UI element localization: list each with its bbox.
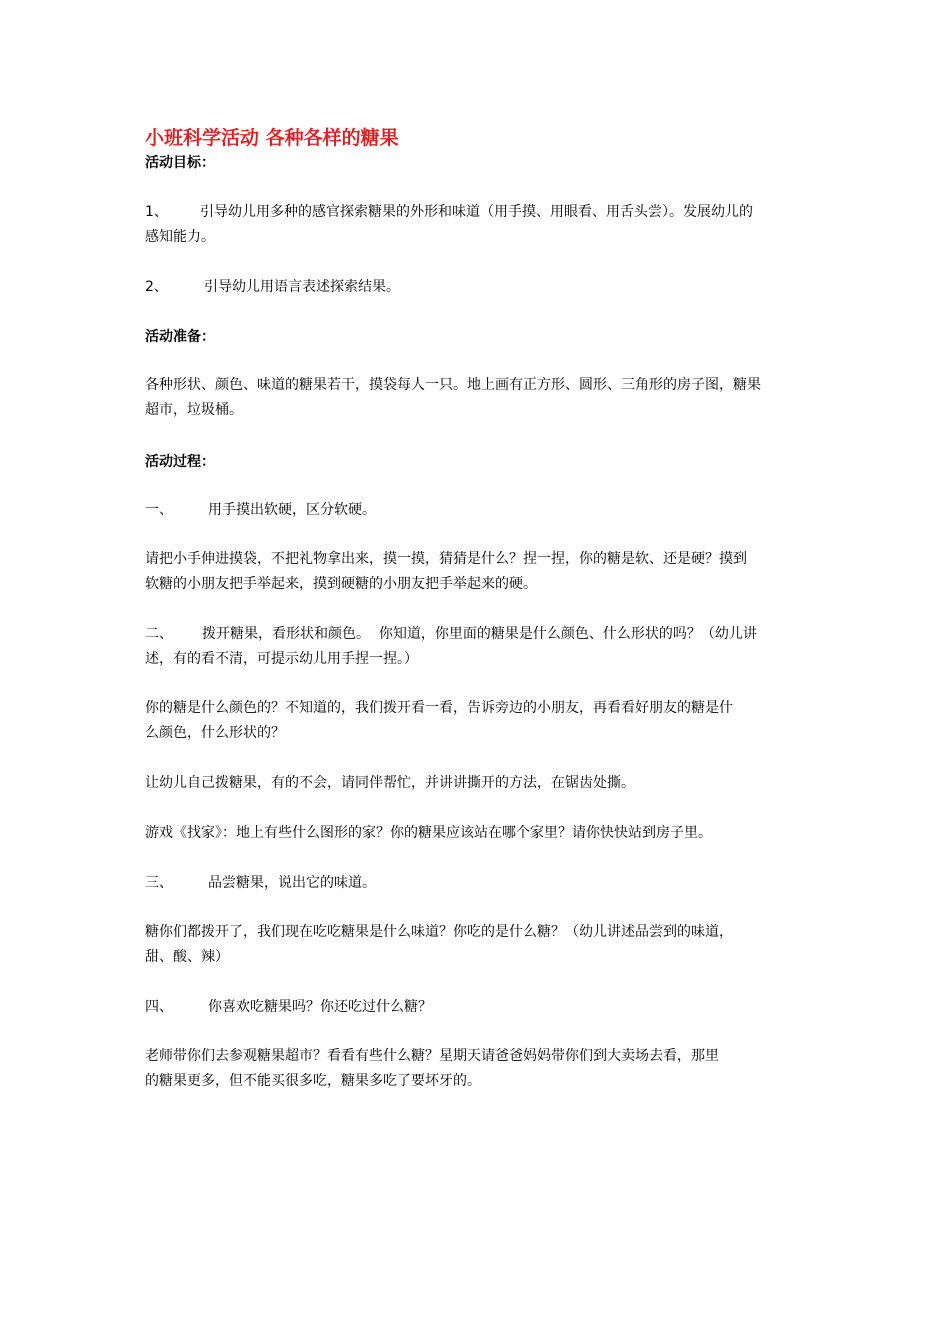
step-3-number: 三、 bbox=[145, 875, 173, 891]
goal-item-2 bbox=[145, 275, 810, 300]
prep-line2: 超市，垃圾桶。 bbox=[145, 402, 243, 418]
prep-heading: 活动准备： bbox=[145, 329, 215, 345]
step-2 bbox=[145, 622, 810, 672]
prep-line1: 各种形状、颜色、味道的糖果若干，摸袋每人一只。地上画有正方形、圆形、三角形的房子图，糖果 bbox=[145, 377, 761, 393]
step-3-detail bbox=[145, 920, 810, 970]
step-1-detail bbox=[145, 547, 810, 597]
step-2-line1: 拨开糖果，看形状和颜色。 你知道，你里面的糖果是什么颜色、什么形状的吗？（幼儿讲 bbox=[202, 626, 757, 642]
goal-item-2-number: 2、 bbox=[145, 279, 168, 295]
step-2-detail-1 bbox=[145, 696, 810, 746]
step-2-detail-1-line1: 你的糖是什么颜色的？不知道的，我们拨开看一看，告诉旁边的小朋友，再看看好朋友的糖是什 bbox=[145, 700, 733, 716]
step-4-text: 你喜欢吃糖果吗？你还吃过什么糖？ bbox=[208, 999, 432, 1015]
step-4-detail bbox=[145, 1044, 810, 1094]
step-2-line2: 述，有的看不清，可提示幼儿用手捏一捏。） bbox=[145, 651, 418, 667]
step-4-detail-line2: 的糖果更多，但不能买很多吃，糖果多吃了要坏牙的。 bbox=[145, 1073, 481, 1089]
step-3 bbox=[145, 871, 810, 896]
prep-paragraph bbox=[145, 373, 810, 423]
process-heading: 活动过程： bbox=[145, 454, 215, 470]
step-2-game: 游戏《找家》：地上有些什么图形的家？你的糖果应该站在哪个家里？请你快快站到房子里。 bbox=[145, 825, 712, 841]
goal-item-2-line1: 引导幼儿用语言表述探索结果。 bbox=[204, 279, 400, 295]
page-title: 小班科学活动 各种各样的糖果 bbox=[145, 127, 399, 149]
step-3-text: 品尝糖果，说出它的味道。 bbox=[208, 875, 376, 891]
step-2-number: 二、 bbox=[145, 626, 173, 642]
step-1-detail-line1: 请把小手伸进摸袋，不把礼物拿出来，摸一摸，猜猜是什么？捏一捏，你的糖是软、还是硬？摸到 bbox=[145, 551, 747, 567]
step-1-detail-line2: 软糖的小朋友把手举起来，摸到硬糖的小朋友把手举起来的硬。 bbox=[145, 576, 537, 592]
step-1-text: 用手摸出软硬，区分软硬。 bbox=[208, 502, 376, 518]
step-4 bbox=[145, 995, 810, 1020]
step-4-number: 四、 bbox=[145, 999, 173, 1015]
step-2-detail-1-line2: 么颜色，什么形状的？ bbox=[145, 725, 285, 741]
step-3-detail-line2: 甜、酸、辣） bbox=[145, 949, 229, 965]
goal-item-1-number: 1、 bbox=[145, 204, 168, 220]
step-1-number: 一、 bbox=[145, 502, 173, 518]
goals-heading: 活动目标： bbox=[145, 155, 215, 171]
goal-item-1-line2: 感知能力。 bbox=[145, 229, 215, 245]
step-2-detail-2: 让幼儿自己拨糖果，有的不会，请同伴帮忙，并讲讲撕开的方法，在锯齿处撕。 bbox=[145, 775, 635, 791]
step-3-detail-line1: 糖你们都拨开了，我们现在吃吃糖果是什么味道？你吃的是什么糖？（幼儿讲述品尝到的味道， bbox=[145, 924, 733, 940]
step-4-detail-line1: 老师带你们去参观糖果超市？看看有些什么糖？星期天请爸爸妈妈带你们到大卖场去看，那里 bbox=[145, 1048, 719, 1064]
goal-item-1-line1: 引导幼儿用多种的感官探索糖果的外形和味道（用手摸、用眼看、用舌头尝）。发展幼儿的 bbox=[200, 204, 753, 220]
goal-item-1 bbox=[145, 200, 810, 250]
step-1 bbox=[145, 498, 810, 523]
